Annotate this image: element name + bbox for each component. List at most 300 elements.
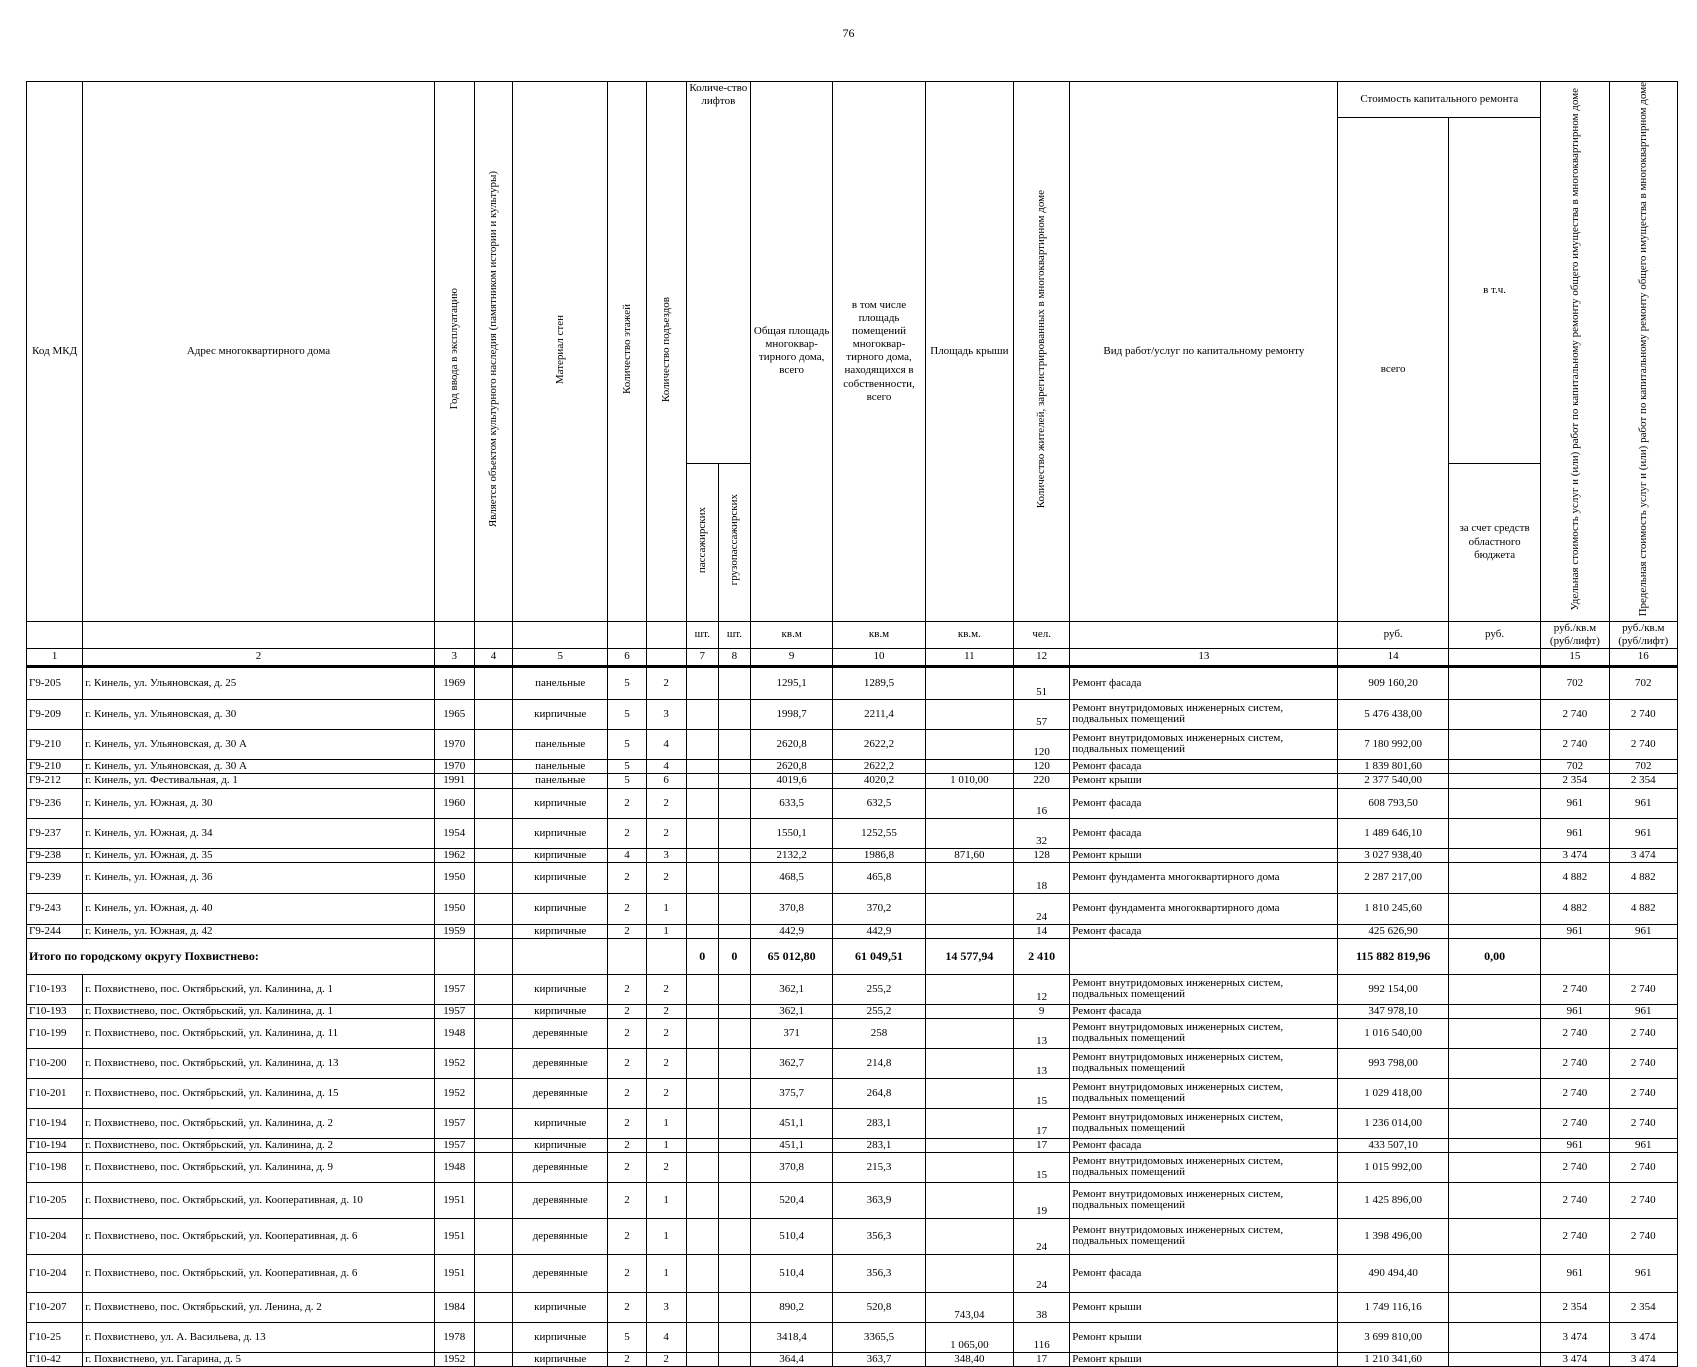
building-address: г. Похвистнево, пос. Октябрьский, ул. Калинина, д. 15 — [83, 1078, 434, 1108]
lifts-cargo — [718, 1138, 750, 1152]
lifts-passenger — [686, 1152, 718, 1182]
work-type: Ремонт внутридомовых инженерных систем, подвальных помещений — [1070, 1018, 1338, 1048]
limit-cost: 2 740 — [1609, 1078, 1677, 1108]
limit-cost: 961 — [1609, 788, 1677, 818]
floors-count: 5 — [608, 1322, 646, 1352]
table-row — [27, 1182, 1678, 1218]
cost-regional — [1448, 666, 1540, 699]
heritage-cell — [474, 1254, 512, 1292]
heritage-cell — [474, 848, 512, 862]
unit-sqm: кв.м. — [925, 621, 1013, 648]
lifts-cargo — [718, 818, 750, 848]
mkd-code: Г9-244 — [27, 924, 83, 938]
heritage-cell — [474, 1004, 512, 1018]
lifts-cargo — [718, 1218, 750, 1254]
wall-material: панельные — [513, 729, 608, 759]
col-owned-area-header: в том числе площадь помещений многоквар-тирного дома, находящихся в собственности, всего — [833, 82, 925, 622]
column-number: 3 — [434, 648, 474, 666]
table-row — [27, 1254, 1678, 1292]
unit-rub: руб. — [1448, 621, 1540, 648]
floors-count: 5 — [608, 759, 646, 773]
commission-year: 1952 — [434, 1352, 474, 1366]
col-entrances-header: Количество подъездов — [646, 82, 686, 622]
roof-area — [925, 1078, 1013, 1108]
building-address: г. Похвистнево, пос. Октябрьский, ул. Кооперативная, д. 6 — [83, 1218, 434, 1254]
lifts-cargo — [718, 1292, 750, 1322]
mkd-code: Г9-210 — [27, 759, 83, 773]
unit-rate: руб./кв.м (руб/лифт) — [1541, 621, 1609, 648]
col-lifts-passenger-header: пассажирских — [686, 463, 718, 621]
building-address: г. Похвистнево, пос. Октябрьский, ул. Калинина, д. 1 — [83, 974, 434, 1004]
residents-count: 24 — [1014, 1254, 1070, 1292]
wall-material: кирпичные — [513, 1352, 608, 1366]
building-address: г. Кинель, ул. Южная, д. 30 — [83, 788, 434, 818]
roof-area: 743,04 — [925, 1292, 1013, 1322]
floors-count: 2 — [608, 893, 646, 924]
wall-material: кирпичные — [513, 924, 608, 938]
mkd-code: Г9-237 — [27, 818, 83, 848]
column-number: 11 — [925, 648, 1013, 666]
owned-area: 215,3 — [833, 1152, 925, 1182]
lifts-cargo — [718, 1048, 750, 1078]
cost-total: 1 236 014,00 — [1338, 1108, 1448, 1138]
owned-area: 1252,55 — [833, 818, 925, 848]
lifts-passenger — [686, 862, 718, 893]
unit-pcs: шт. — [686, 621, 718, 648]
cost-total: 1 210 341,60 — [1338, 1352, 1448, 1366]
cost-regional — [1448, 1004, 1540, 1018]
limit-cost: 2 740 — [1609, 1182, 1677, 1218]
lifts-passenger — [686, 1218, 718, 1254]
work-type: Ремонт крыши — [1070, 1352, 1338, 1366]
wall-material: кирпичные — [513, 848, 608, 862]
commission-year: 1957 — [434, 1138, 474, 1152]
total-area: 1550,1 — [750, 818, 832, 848]
lifts-passenger — [686, 924, 718, 938]
total-area: 375,7 — [750, 1078, 832, 1108]
floors-count: 2 — [608, 1138, 646, 1152]
residents-count: 16 — [1014, 788, 1070, 818]
total-label: Итого по городскому округу Похвистнево: — [27, 938, 435, 974]
unit-people: чел. — [1014, 621, 1070, 648]
heritage-cell — [474, 862, 512, 893]
wall-material: кирпичные — [513, 1292, 608, 1322]
cost-total: 5 476 438,00 — [1338, 699, 1448, 729]
unit-cost: 2 740 — [1541, 699, 1609, 729]
lifts-cargo — [718, 699, 750, 729]
table-row — [27, 788, 1678, 818]
commission-year: 1969 — [434, 666, 474, 699]
heritage-cell — [474, 1048, 512, 1078]
unit-rub: руб. — [1338, 621, 1448, 648]
lifts-cargo — [718, 1108, 750, 1138]
cost-total: 608 793,50 — [1338, 788, 1448, 818]
entrances-count: 2 — [646, 1004, 686, 1018]
owned-area: 632,5 — [833, 788, 925, 818]
total-empty — [1070, 938, 1338, 974]
work-type: Ремонт внутридомовых инженерных систем, подвальных помещений — [1070, 1048, 1338, 1078]
building-address: г. Кинель, ул. Ульяновская, д. 30 — [83, 699, 434, 729]
work-type: Ремонт фасада — [1070, 759, 1338, 773]
total-area: 510,4 — [750, 1218, 832, 1254]
entrances-count: 2 — [646, 1078, 686, 1108]
column-number: 4 — [474, 648, 512, 666]
commission-year: 1951 — [434, 1182, 474, 1218]
mkd-code: Г10-199 — [27, 1018, 83, 1048]
unit-cost: 2 354 — [1541, 773, 1609, 788]
roof-area — [925, 893, 1013, 924]
entrances-count: 1 — [646, 924, 686, 938]
total-owned-sum: 61 049,51 — [833, 938, 925, 974]
work-type: Ремонт фасада — [1070, 924, 1338, 938]
col-address-header: Адрес многоквартирного дома — [83, 82, 434, 622]
residents-count: 9 — [1014, 1004, 1070, 1018]
table-row — [27, 1048, 1678, 1078]
heritage-cell — [474, 893, 512, 924]
floors-count: 2 — [608, 1018, 646, 1048]
floors-count: 2 — [608, 1182, 646, 1218]
residents-count: 38 — [1014, 1292, 1070, 1322]
owned-area: 258 — [833, 1018, 925, 1048]
limit-cost: 2 740 — [1609, 1108, 1677, 1138]
roof-area — [925, 1218, 1013, 1254]
residents-count: 14 — [1014, 924, 1070, 938]
col-lifts-cargo-header: грузопассажирских — [718, 463, 750, 621]
total-area: 451,1 — [750, 1108, 832, 1138]
work-type: Ремонт внутридомовых инженерных систем, подвальных помещений — [1070, 1152, 1338, 1182]
limit-cost: 4 882 — [1609, 893, 1677, 924]
table-row — [27, 773, 1678, 788]
building-address: г. Похвистнево, пос. Октябрьский, ул. Калинина, д. 13 — [83, 1048, 434, 1078]
building-address: г. Кинель, ул. Южная, д. 36 — [83, 862, 434, 893]
column-number: 1 — [27, 648, 83, 666]
mkd-code: Г10-193 — [27, 974, 83, 1004]
lifts-passenger — [686, 1004, 718, 1018]
limit-cost: 2 740 — [1609, 1048, 1677, 1078]
wall-material: кирпичные — [513, 788, 608, 818]
cost-total: 1 810 245,60 — [1338, 893, 1448, 924]
heritage-cell — [474, 1322, 512, 1352]
heritage-cell — [474, 666, 512, 699]
floors-count: 2 — [608, 974, 646, 1004]
lifts-passenger — [686, 1078, 718, 1108]
cost-regional — [1448, 1352, 1540, 1366]
commission-year: 1954 — [434, 818, 474, 848]
wall-material: кирпичные — [513, 862, 608, 893]
col-code-header: Код МКД — [27, 82, 83, 622]
floors-count: 2 — [608, 1108, 646, 1138]
residents-count: 24 — [1014, 893, 1070, 924]
entrances-count: 4 — [646, 759, 686, 773]
building-address: г. Кинель, ул. Ульяновская, д. 30 А — [83, 729, 434, 759]
work-type: Ремонт крыши — [1070, 773, 1338, 788]
heritage-cell — [474, 1182, 512, 1218]
lifts-passenger — [686, 974, 718, 1004]
total-regional-sum: 0,00 — [1448, 938, 1540, 974]
building-address: г. Похвистнево, пос. Октябрьский, ул. Калинина, д. 1 — [83, 1004, 434, 1018]
wall-material: деревянные — [513, 1078, 608, 1108]
residents-count: 15 — [1014, 1152, 1070, 1182]
col-cost-header: Стоимость капитального ремонта — [1338, 82, 1541, 118]
total-area: 362,1 — [750, 974, 832, 1004]
owned-area: 4020,2 — [833, 773, 925, 788]
wall-material: кирпичные — [513, 699, 608, 729]
work-type: Ремонт фасада — [1070, 666, 1338, 699]
floors-count: 2 — [608, 1292, 646, 1322]
cost-total: 1 489 646,10 — [1338, 818, 1448, 848]
total-area: 371 — [750, 1018, 832, 1048]
limit-cost: 961 — [1609, 818, 1677, 848]
table-row — [27, 1108, 1678, 1138]
lifts-cargo — [718, 773, 750, 788]
roof-area — [925, 729, 1013, 759]
building-address: г. Похвистнево, пос. Октябрьский, ул. Калинина, д. 9 — [83, 1152, 434, 1182]
residents-count: 17 — [1014, 1352, 1070, 1366]
residents-count: 116 — [1014, 1322, 1070, 1352]
entrances-count: 1 — [646, 1138, 686, 1152]
cost-regional — [1448, 818, 1540, 848]
lifts-cargo — [718, 1352, 750, 1366]
limit-cost: 3 474 — [1609, 848, 1677, 862]
cost-total: 1 016 540,00 — [1338, 1018, 1448, 1048]
heritage-cell — [474, 1292, 512, 1322]
total-area: 1295,1 — [750, 666, 832, 699]
wall-material: деревянные — [513, 1018, 608, 1048]
total-empty — [1541, 938, 1609, 974]
work-type: Ремонт фасада — [1070, 818, 1338, 848]
total-area: 1998,7 — [750, 699, 832, 729]
lifts-passenger — [686, 893, 718, 924]
lifts-cargo — [718, 924, 750, 938]
unit-cost: 3 474 — [1541, 1322, 1609, 1352]
cost-total: 347 978,10 — [1338, 1004, 1448, 1018]
owned-area: 2622,2 — [833, 729, 925, 759]
wall-material: деревянные — [513, 1254, 608, 1292]
column-number: 6 — [608, 648, 646, 666]
total-lifts-passenger: 0 — [686, 938, 718, 974]
total-empty — [646, 938, 686, 974]
residents-count: 51 — [1014, 666, 1070, 699]
entrances-count: 2 — [646, 788, 686, 818]
commission-year: 1970 — [434, 759, 474, 773]
col-cost-total-header: всего — [1338, 118, 1448, 622]
mkd-code: Г10-193 — [27, 1004, 83, 1018]
cost-regional — [1448, 924, 1540, 938]
table-row — [27, 1004, 1678, 1018]
commission-year: 1978 — [434, 1322, 474, 1352]
limit-cost: 961 — [1609, 1004, 1677, 1018]
total-area: 2620,8 — [750, 729, 832, 759]
table-row — [27, 729, 1678, 759]
lifts-cargo — [718, 1322, 750, 1352]
entrances-count: 2 — [646, 1048, 686, 1078]
limit-cost: 4 882 — [1609, 862, 1677, 893]
work-type: Ремонт внутридомовых инженерных систем, подвальных помещений — [1070, 1218, 1338, 1254]
cost-total: 909 160,20 — [1338, 666, 1448, 699]
wall-material: кирпичные — [513, 818, 608, 848]
col-incl-header: в т.ч. — [1448, 118, 1540, 464]
cost-total: 1 398 496,00 — [1338, 1218, 1448, 1254]
unit-cost: 3 474 — [1541, 1352, 1609, 1366]
table-row — [27, 862, 1678, 893]
table-row — [27, 1218, 1678, 1254]
column-number: 9 — [750, 648, 832, 666]
total-area: 510,4 — [750, 1254, 832, 1292]
total-area: 3418,4 — [750, 1322, 832, 1352]
page-number: 76 — [842, 26, 855, 40]
total-area: 362,1 — [750, 1004, 832, 1018]
floors-count: 2 — [608, 1352, 646, 1366]
cost-regional — [1448, 1078, 1540, 1108]
lifts-cargo — [718, 1004, 750, 1018]
building-address: г. Похвистнево, пос. Октябрьский, ул. Ленина, д. 2 — [83, 1292, 434, 1322]
commission-year: 1960 — [434, 788, 474, 818]
building-address: г. Кинель, ул. Южная, д. 42 — [83, 924, 434, 938]
building-address: г. Похвистнево, пос. Октябрьский, ул. Калинина, д. 11 — [83, 1018, 434, 1048]
limit-cost: 2 740 — [1609, 729, 1677, 759]
col-floors-header: Количество этажей — [608, 82, 646, 622]
commission-year: 1959 — [434, 924, 474, 938]
floors-count: 2 — [608, 1254, 646, 1292]
unit-pcs: шт. — [718, 621, 750, 648]
commission-year: 1965 — [434, 699, 474, 729]
table-row — [27, 924, 1678, 938]
table-row — [27, 1078, 1678, 1108]
col-lifts-header: Количе-ство лифтов — [686, 82, 750, 464]
floors-count: 5 — [608, 729, 646, 759]
lifts-cargo — [718, 1254, 750, 1292]
cost-total: 2 287 217,00 — [1338, 862, 1448, 893]
total-area: 520,4 — [750, 1182, 832, 1218]
cost-regional — [1448, 699, 1540, 729]
col-limit-cost-header: Предельная стоимость услуг и (или) работ по капитальному ремонту общего имущества в многоквартирном доме — [1609, 82, 1677, 622]
owned-area: 356,3 — [833, 1254, 925, 1292]
cost-regional — [1448, 1108, 1540, 1138]
total-empty — [474, 938, 512, 974]
residents-count: 57 — [1014, 699, 1070, 729]
lifts-passenger — [686, 1322, 718, 1352]
roof-area — [925, 1182, 1013, 1218]
lifts-cargo — [718, 862, 750, 893]
lifts-passenger — [686, 1138, 718, 1152]
lifts-passenger — [686, 699, 718, 729]
owned-area: 283,1 — [833, 1108, 925, 1138]
roof-area — [925, 1018, 1013, 1048]
entrances-count: 3 — [646, 1292, 686, 1322]
lifts-passenger — [686, 818, 718, 848]
lifts-cargo — [718, 729, 750, 759]
commission-year: 1952 — [434, 1078, 474, 1108]
unit-sqm: кв.м — [750, 621, 832, 648]
total-area: 364,4 — [750, 1352, 832, 1366]
unit-cost: 2 740 — [1541, 974, 1609, 1004]
roof-area — [925, 974, 1013, 1004]
commission-year: 1951 — [434, 1218, 474, 1254]
unit-cost: 961 — [1541, 924, 1609, 938]
unit-cost: 2 740 — [1541, 1018, 1609, 1048]
owned-area: 283,1 — [833, 1138, 925, 1152]
col-heritage-header: Является объектом культурного наследия (памятником истории и культуры) — [474, 82, 512, 622]
roof-area: 1 010,00 — [925, 773, 1013, 788]
entrances-count: 4 — [646, 1322, 686, 1352]
owned-area: 442,9 — [833, 924, 925, 938]
building-address: г. Похвистнево, пос. Октябрьский, ул. Калинина, д. 2 — [83, 1138, 434, 1152]
work-type: Ремонт фундамента многоквартирного дома — [1070, 893, 1338, 924]
owned-area: 356,3 — [833, 1218, 925, 1254]
owned-area: 214,8 — [833, 1048, 925, 1078]
building-address: г. Кинель, ул. Фестивальная, д. 1 — [83, 773, 434, 788]
cost-total: 1 029 418,00 — [1338, 1078, 1448, 1108]
building-address: г. Кинель, ул. Южная, д. 40 — [83, 893, 434, 924]
unit-cost: 961 — [1541, 818, 1609, 848]
roof-area — [925, 862, 1013, 893]
commission-year: 1952 — [434, 1048, 474, 1078]
wall-material: деревянные — [513, 1152, 608, 1182]
col-area-header: Общая площадь многоквар-тирного дома, всего — [750, 82, 832, 622]
limit-cost: 2 354 — [1609, 1292, 1677, 1322]
floors-count: 5 — [608, 773, 646, 788]
cost-regional — [1448, 788, 1540, 818]
entrances-count: 4 — [646, 729, 686, 759]
owned-area: 2622,2 — [833, 759, 925, 773]
cost-regional — [1448, 1292, 1540, 1322]
work-type: Ремонт фасада — [1070, 1254, 1338, 1292]
mkd-code: Г9-212 — [27, 773, 83, 788]
lifts-cargo — [718, 974, 750, 1004]
owned-area: 363,9 — [833, 1182, 925, 1218]
total-area: 370,8 — [750, 1152, 832, 1182]
column-number: 10 — [833, 648, 925, 666]
lifts-cargo — [718, 759, 750, 773]
lifts-passenger — [686, 666, 718, 699]
total-area: 2132,2 — [750, 848, 832, 862]
cost-regional — [1448, 893, 1540, 924]
heritage-cell — [474, 729, 512, 759]
roof-area: 871,60 — [925, 848, 1013, 862]
wall-material: деревянные — [513, 1048, 608, 1078]
owned-area: 264,8 — [833, 1078, 925, 1108]
work-type: Ремонт внутридомовых инженерных систем, подвальных помещений — [1070, 1182, 1338, 1218]
entrances-count: 2 — [646, 862, 686, 893]
total-area: 633,5 — [750, 788, 832, 818]
limit-cost: 2 740 — [1609, 699, 1677, 729]
roof-area — [925, 1048, 1013, 1078]
unit-cost: 2 740 — [1541, 1078, 1609, 1108]
floors-count: 2 — [608, 818, 646, 848]
cost-regional — [1448, 1182, 1540, 1218]
cost-total: 993 798,00 — [1338, 1048, 1448, 1078]
table-row — [27, 1152, 1678, 1182]
commission-year: 1984 — [434, 1292, 474, 1322]
table-row — [27, 1322, 1678, 1352]
mkd-code: Г10-205 — [27, 1182, 83, 1218]
lifts-passenger — [686, 1108, 718, 1138]
work-type: Ремонт фасада — [1070, 1138, 1338, 1152]
unit-cost: 4 882 — [1541, 862, 1609, 893]
work-type: Ремонт внутридомовых инженерных систем, подвальных помещений — [1070, 1078, 1338, 1108]
lifts-passenger — [686, 788, 718, 818]
wall-material: кирпичные — [513, 1322, 608, 1352]
cost-regional — [1448, 1322, 1540, 1352]
unit-cost: 961 — [1541, 788, 1609, 818]
commission-year: 1970 — [434, 729, 474, 759]
limit-cost: 961 — [1609, 924, 1677, 938]
cost-total: 7 180 992,00 — [1338, 729, 1448, 759]
roof-area — [925, 924, 1013, 938]
cost-regional — [1448, 759, 1540, 773]
mkd-code: Г9-239 — [27, 862, 83, 893]
table-row — [27, 1292, 1678, 1322]
